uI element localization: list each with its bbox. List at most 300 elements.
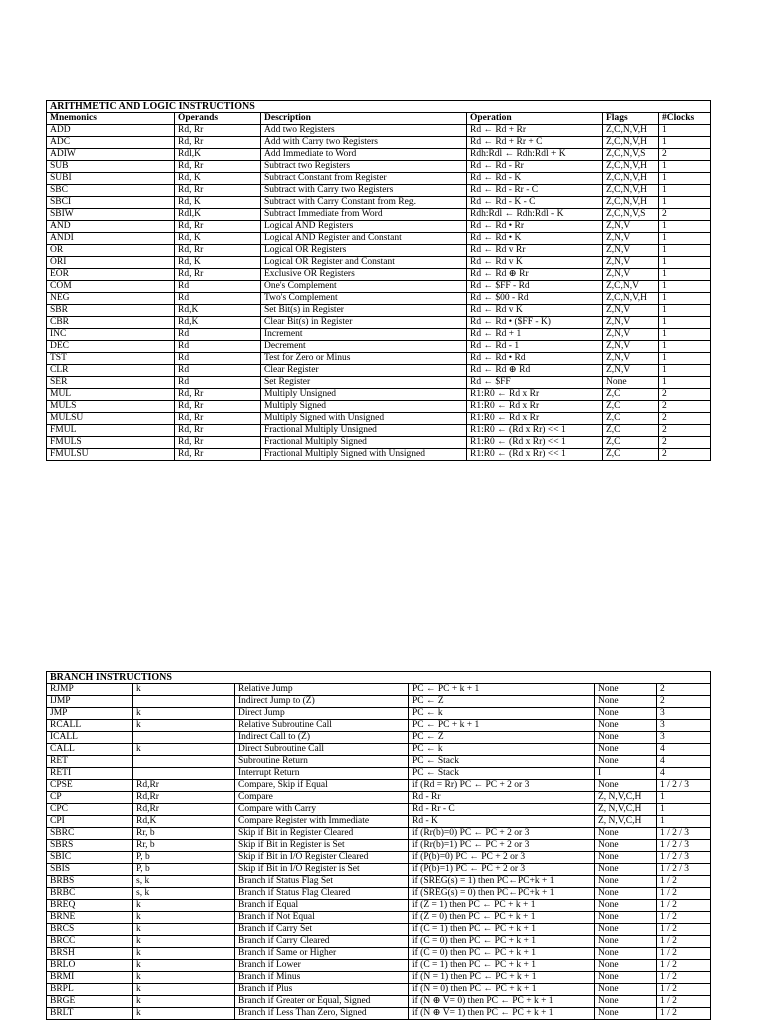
description-cell: Subtract with Carry two Registers	[261, 185, 467, 197]
table-row	[47, 972, 711, 984]
description-cell: Clear Bit(s) in Register	[261, 317, 467, 329]
flags-cell: Z,C	[603, 413, 659, 425]
operation-cell: PC ← Stack	[409, 756, 595, 768]
description-cell: Increment	[261, 329, 467, 341]
mnemonic-cell: BRBS	[47, 876, 133, 888]
operation-cell: Rd ← Rd + Rr	[467, 125, 603, 137]
flags-cell: None	[595, 936, 657, 948]
clocks-cell: 1	[659, 353, 711, 365]
clocks-cell: 1 / 2	[657, 924, 711, 936]
mnemonic-cell: BRGE	[47, 996, 133, 1008]
clocks-cell: 1	[659, 305, 711, 317]
mnemonic-cell: ADC	[47, 137, 175, 149]
operation-cell: if (Rr(b)=1) PC ← PC + 2 or 3	[409, 840, 595, 852]
operands-cell: Rd, K	[175, 197, 261, 209]
description-cell: One's Complement	[261, 281, 467, 293]
operands-cell: Rd, Rr	[175, 437, 261, 449]
operands-cell: k	[133, 984, 235, 996]
mnemonic-cell: SBCI	[47, 197, 175, 209]
flags-cell: None	[595, 744, 657, 756]
operation-cell: if (Z = 1) then PC ← PC + k + 1	[409, 900, 595, 912]
flags-cell: None	[595, 900, 657, 912]
table-row	[47, 780, 711, 792]
clocks-cell: 1	[659, 161, 711, 173]
clocks-cell: 2	[659, 413, 711, 425]
description-cell: Two's Complement	[261, 293, 467, 305]
description-cell: Interrupt Return	[235, 768, 409, 780]
clocks-cell: 1	[659, 125, 711, 137]
flags-cell: Z,C	[603, 401, 659, 413]
operation-cell: Rd ← Rd - K	[467, 173, 603, 185]
mnemonic-cell: MUL	[47, 389, 175, 401]
table-row	[47, 401, 711, 413]
table-row	[47, 924, 711, 936]
clocks-cell: 2	[659, 437, 711, 449]
table-header-row	[47, 113, 711, 125]
description-cell: Logical OR Registers	[261, 245, 467, 257]
clocks-cell: 2	[659, 401, 711, 413]
clocks-cell: 1 / 2	[657, 912, 711, 924]
operands-cell: s, k	[133, 888, 235, 900]
operands-cell: Rd	[175, 281, 261, 293]
flags-cell: None	[595, 720, 657, 732]
flags-cell: Z,N,V	[603, 245, 659, 257]
mnemonic-cell: RCALL	[47, 720, 133, 732]
table-row	[47, 984, 711, 996]
operation-cell: if (C = 0) then PC ← PC + k + 1	[409, 936, 595, 948]
clocks-cell: 1	[659, 185, 711, 197]
clocks-cell: 4	[657, 744, 711, 756]
operands-cell: Rr, b	[133, 840, 235, 852]
description-cell: Multiply Unsigned	[261, 389, 467, 401]
description-cell: Subtract Constant from Register	[261, 173, 467, 185]
operation-cell: PC ← PC + k + 1	[409, 720, 595, 732]
table-row	[47, 269, 711, 281]
table-row	[47, 305, 711, 317]
operation-cell: R1:R0 ← (Rd x Rr) << 1	[467, 437, 603, 449]
mnemonic-cell: CBR	[47, 317, 175, 329]
clocks-cell: 1 / 2 / 3	[657, 780, 711, 792]
table-row	[47, 828, 711, 840]
operands-cell: P, b	[133, 852, 235, 864]
description-cell: Skip if Bit in I/O Register Cleared	[235, 852, 409, 864]
operands-cell: P, b	[133, 864, 235, 876]
mnemonic-cell: ADIW	[47, 149, 175, 161]
table-row	[47, 125, 711, 137]
flags-cell: Z,C,N,V,H	[603, 161, 659, 173]
table-row	[47, 173, 711, 185]
description-cell: Branch if Not Equal	[235, 912, 409, 924]
mnemonic-cell: IJMP	[47, 696, 133, 708]
clocks-cell: 1 / 2	[657, 996, 711, 1008]
mnemonic-cell: NEG	[47, 293, 175, 305]
operation-cell: Rd ← Rd v Rr	[467, 245, 603, 257]
operands-cell: Rd	[175, 353, 261, 365]
flags-cell: Z,C	[603, 425, 659, 437]
mnemonic-cell: SBIS	[47, 864, 133, 876]
mnemonic-cell: BRLO	[47, 960, 133, 972]
mnemonic-cell: EOR	[47, 269, 175, 281]
operation-cell: Rd ← Rd ⊕ Rr	[467, 269, 603, 281]
clocks-cell: 1	[659, 293, 711, 305]
table-row	[47, 161, 711, 173]
description-cell: Fractional Multiply Signed with Unsigned	[261, 449, 467, 461]
mnemonic-cell: OR	[47, 245, 175, 257]
description-cell: Branch if Carry Cleared	[235, 936, 409, 948]
flags-cell: None	[595, 732, 657, 744]
flags-cell: None	[595, 888, 657, 900]
mnemonic-cell: ORI	[47, 257, 175, 269]
clocks-cell: 1	[659, 233, 711, 245]
operands-cell: Rd, Rr	[175, 185, 261, 197]
operation-cell: Rdh:Rdl ← Rdh:Rdl - K	[467, 209, 603, 221]
table-row	[47, 233, 711, 245]
table-row	[47, 876, 711, 888]
flags-cell: Z,N,V	[603, 269, 659, 281]
operation-cell: R1:R0 ← Rd x Rr	[467, 413, 603, 425]
operation-cell: PC ← k	[409, 744, 595, 756]
operation-cell: if (N ⊕ V= 0) then PC ← PC + k + 1	[409, 996, 595, 1008]
mnemonic-cell: RETI	[47, 768, 133, 780]
clocks-cell: 1 / 2 / 3	[657, 828, 711, 840]
operands-cell: k	[133, 720, 235, 732]
table-row	[47, 425, 711, 437]
clocks-cell: 3	[657, 708, 711, 720]
mnemonic-cell: ANDI	[47, 233, 175, 245]
table-row	[47, 912, 711, 924]
table-row	[47, 732, 711, 744]
table-row	[47, 852, 711, 864]
operation-cell: Rd ← Rd - Rr - C	[467, 185, 603, 197]
description-cell: Logical AND Registers	[261, 221, 467, 233]
operation-cell: PC ← k	[409, 708, 595, 720]
flags-cell: Z,C,N,V,H	[603, 137, 659, 149]
flags-cell: None	[595, 828, 657, 840]
table-row	[47, 864, 711, 876]
operands-cell: Rd, Rr	[175, 413, 261, 425]
clocks-cell: 1 / 2 / 3	[657, 840, 711, 852]
operation-cell: Rd ← Rd + Rr + C	[467, 137, 603, 149]
operation-cell: PC ← Z	[409, 696, 595, 708]
operands-cell	[133, 696, 235, 708]
operation-cell: Rd ← $FF - Rd	[467, 281, 603, 293]
clocks-cell: 1 / 2	[657, 984, 711, 996]
description-cell: Branch if Minus	[235, 972, 409, 984]
operation-cell: Rd ← $00 - Rd	[467, 293, 603, 305]
description-cell: Branch if Equal	[235, 900, 409, 912]
mnemonic-cell: ADD	[47, 125, 175, 137]
operands-cell: Rd, Rr	[175, 401, 261, 413]
clocks-cell: 2	[659, 149, 711, 161]
operands-cell: s, k	[133, 876, 235, 888]
table-row	[47, 329, 711, 341]
operands-cell: k	[133, 900, 235, 912]
col-header-flags: Flags	[603, 113, 659, 125]
operands-cell: Rd, K	[175, 173, 261, 185]
operands-cell: Rd,Rr	[133, 780, 235, 792]
mnemonic-cell: SBRS	[47, 840, 133, 852]
flags-cell: None	[595, 984, 657, 996]
table-row	[47, 209, 711, 221]
clocks-cell: 2	[659, 389, 711, 401]
mnemonic-cell: SBC	[47, 185, 175, 197]
description-cell: Fractional Multiply Signed	[261, 437, 467, 449]
mnemonic-cell: BRSH	[47, 948, 133, 960]
description-cell: Subtract Immediate from Word	[261, 209, 467, 221]
flags-cell: Z,C,N,V,H	[603, 173, 659, 185]
description-cell: Compare, Skip if Equal	[235, 780, 409, 792]
flags-cell: Z,N,V	[603, 341, 659, 353]
flags-cell: Z,C,N,V,H	[603, 125, 659, 137]
table-row	[47, 816, 711, 828]
operation-cell: Rd ← Rd - K - C	[467, 197, 603, 209]
description-cell: Add Immediate to Word	[261, 149, 467, 161]
operation-cell: if (SREG(s) = 1) then PC←PC+k + 1	[409, 876, 595, 888]
flags-cell: Z,C,N,V,H	[603, 185, 659, 197]
operation-cell: PC ← Stack	[409, 768, 595, 780]
clocks-cell: 1 / 2	[657, 888, 711, 900]
table-row	[47, 449, 711, 461]
table-title-row	[47, 672, 711, 684]
operands-cell: Rd	[175, 341, 261, 353]
clocks-cell: 1	[659, 221, 711, 233]
operation-cell: Rdh:Rdl ← Rdh:Rdl + K	[467, 149, 603, 161]
operands-cell: Rd, Rr	[175, 125, 261, 137]
description-cell: Subtract with Carry Constant from Reg.	[261, 197, 467, 209]
col-header-operation: Operation	[467, 113, 603, 125]
operation-cell: if (P(b)=0) PC ← PC + 2 or 3	[409, 852, 595, 864]
operation-cell: Rd ← Rd • ($FF - K)	[467, 317, 603, 329]
arith-table-title: ARITHMETIC AND LOGIC INSTRUCTIONS	[47, 101, 711, 113]
operands-cell: Rd	[175, 377, 261, 389]
mnemonic-cell: INC	[47, 329, 175, 341]
operation-cell: Rd ← Rd v K	[467, 305, 603, 317]
operation-cell: if (N ⊕ V= 1) then PC ← PC + k + 1	[409, 1008, 595, 1020]
clocks-cell: 2	[659, 425, 711, 437]
description-cell: Add two Registers	[261, 125, 467, 137]
clocks-cell: 1	[657, 816, 711, 828]
flags-cell: None	[595, 780, 657, 792]
operands-cell: Rdl,K	[175, 149, 261, 161]
mnemonic-cell: SUB	[47, 161, 175, 173]
table-row	[47, 1008, 711, 1020]
operands-cell: Rd	[175, 365, 261, 377]
mnemonic-cell: FMULS	[47, 437, 175, 449]
operation-cell: if (Rd = Rr) PC ← PC + 2 or 3	[409, 780, 595, 792]
flags-cell: Z,C,N,V	[603, 281, 659, 293]
mnemonic-cell: MULSU	[47, 413, 175, 425]
description-cell: Set Register	[261, 377, 467, 389]
flags-cell: None	[595, 996, 657, 1008]
mnemonic-cell: MULS	[47, 401, 175, 413]
flags-cell: Z,C	[603, 449, 659, 461]
flags-cell: None	[595, 924, 657, 936]
table-row	[47, 257, 711, 269]
table-row	[47, 744, 711, 756]
description-cell: Branch if Carry Set	[235, 924, 409, 936]
operands-cell: k	[133, 936, 235, 948]
description-cell: Exclusive OR Registers	[261, 269, 467, 281]
clocks-cell: 1 / 2	[657, 876, 711, 888]
operands-cell: k	[133, 912, 235, 924]
flags-cell: None	[595, 684, 657, 696]
flags-cell: None	[595, 864, 657, 876]
flags-cell: Z, N,V,C,H	[595, 804, 657, 816]
description-cell: Branch if Status Flag Set	[235, 876, 409, 888]
description-cell: Subroutine Return	[235, 756, 409, 768]
operands-cell: k	[133, 996, 235, 1008]
mnemonic-cell: ICALL	[47, 732, 133, 744]
mnemonic-cell: CPI	[47, 816, 133, 828]
operation-cell: R1:R0 ← (Rd x Rr) << 1	[467, 449, 603, 461]
mnemonic-cell: SBIC	[47, 852, 133, 864]
operands-cell: Rd,K	[133, 816, 235, 828]
flags-cell: I	[595, 768, 657, 780]
operands-cell: Rd, Rr	[175, 269, 261, 281]
mnemonic-cell: FMUL	[47, 425, 175, 437]
table-row	[47, 377, 711, 389]
operation-cell: if (C = 1) then PC ← PC + k + 1	[409, 924, 595, 936]
flags-cell: Z,C,N,V,S	[603, 149, 659, 161]
clocks-cell: 1	[659, 281, 711, 293]
operation-cell: Rd ← Rd - Rr	[467, 161, 603, 173]
table-row	[47, 185, 711, 197]
table-row	[47, 281, 711, 293]
flags-cell: Z, N,V,C,H	[595, 792, 657, 804]
clocks-cell: 1	[657, 804, 711, 816]
flags-cell: None	[595, 852, 657, 864]
description-cell: Direct Subroutine Call	[235, 744, 409, 756]
mnemonic-cell: SBIW	[47, 209, 175, 221]
description-cell: Multiply Signed	[261, 401, 467, 413]
operands-cell: Rd,Rr	[133, 792, 235, 804]
operation-cell: R1:R0 ← Rd x Rr	[467, 389, 603, 401]
mnemonic-cell: FMULSU	[47, 449, 175, 461]
flags-cell: None	[595, 1008, 657, 1020]
flags-cell: Z,C,N,V,S	[603, 209, 659, 221]
description-cell: Relative Subroutine Call	[235, 720, 409, 732]
flags-cell: None	[595, 876, 657, 888]
table-row	[47, 341, 711, 353]
clocks-cell: 1 / 2	[657, 900, 711, 912]
operation-cell: R1:R0 ← Rd x Rr	[467, 401, 603, 413]
description-cell: Branch if Status Flag Cleared	[235, 888, 409, 900]
table-row	[47, 317, 711, 329]
flags-cell: Z,N,V	[603, 233, 659, 245]
clocks-cell: 3	[657, 732, 711, 744]
table-title-row	[47, 101, 711, 113]
table-row	[47, 996, 711, 1008]
mnemonic-cell: CALL	[47, 744, 133, 756]
flags-cell: None	[595, 960, 657, 972]
clocks-cell: 1 / 2	[657, 1008, 711, 1020]
table-row	[47, 708, 711, 720]
flags-cell: None	[595, 756, 657, 768]
operation-cell: Rd ← Rd • Rr	[467, 221, 603, 233]
operands-cell: Rd,K	[175, 317, 261, 329]
operation-cell: Rd ← Rd + 1	[467, 329, 603, 341]
operands-cell: Rd,K	[175, 305, 261, 317]
operation-cell: if (P(b)=1) PC ← PC + 2 or 3	[409, 864, 595, 876]
flags-cell: None	[595, 840, 657, 852]
mnemonic-cell: CLR	[47, 365, 175, 377]
description-cell: Branch if Less Than Zero, Signed	[235, 1008, 409, 1020]
clocks-cell: 1	[659, 197, 711, 209]
clocks-cell: 1 / 2	[657, 960, 711, 972]
mnemonic-cell: CPC	[47, 804, 133, 816]
clocks-cell: 3	[657, 720, 711, 732]
clocks-cell: 1	[659, 377, 711, 389]
operands-cell: k	[133, 1008, 235, 1020]
col-header-clocks: #Clocks	[659, 113, 711, 125]
operands-cell	[133, 768, 235, 780]
description-cell: Test for Zero or Minus	[261, 353, 467, 365]
mnemonic-cell: BRCS	[47, 924, 133, 936]
mnemonic-cell: COM	[47, 281, 175, 293]
clocks-cell: 1	[659, 173, 711, 185]
table-row	[47, 696, 711, 708]
clocks-cell: 1	[659, 341, 711, 353]
flags-cell: Z, N,V,C,H	[595, 816, 657, 828]
description-cell: Subtract two Registers	[261, 161, 467, 173]
arith-logic-table	[46, 100, 711, 461]
table-row	[47, 413, 711, 425]
mnemonic-cell: RET	[47, 756, 133, 768]
table-row	[47, 365, 711, 377]
table-row	[47, 389, 711, 401]
description-cell: Indirect Jump to (Z)	[235, 696, 409, 708]
operands-cell: Rr, b	[133, 828, 235, 840]
operands-cell: k	[133, 948, 235, 960]
description-cell: Decrement	[261, 341, 467, 353]
operands-cell: k	[133, 960, 235, 972]
flags-cell: Z,C,N,V,H	[603, 197, 659, 209]
operation-cell: Rd ← Rd • Rd	[467, 353, 603, 365]
operands-cell: k	[133, 744, 235, 756]
operation-cell: Rd ← Rd ⊕ Rd	[467, 365, 603, 377]
col-header-mnemonics: Mnemonics	[47, 113, 175, 125]
clocks-cell: 1	[659, 365, 711, 377]
clocks-cell: 2	[657, 696, 711, 708]
operands-cell	[133, 756, 235, 768]
clocks-cell: 4	[657, 768, 711, 780]
clocks-cell: 1	[659, 269, 711, 281]
clocks-cell: 1 / 2 / 3	[657, 864, 711, 876]
flags-cell: None	[595, 912, 657, 924]
description-cell: Indirect Call to (Z)	[235, 732, 409, 744]
table-row	[47, 840, 711, 852]
flags-cell: Z,N,V	[603, 365, 659, 377]
flags-cell: Z,N,V	[603, 221, 659, 233]
table-row	[47, 936, 711, 948]
operands-cell: Rd, Rr	[175, 425, 261, 437]
mnemonic-cell: BRNE	[47, 912, 133, 924]
flags-cell: Z,N,V	[603, 329, 659, 341]
flags-cell: Z,C	[603, 437, 659, 449]
mnemonic-cell: SUBI	[47, 173, 175, 185]
clocks-cell: 1	[657, 792, 711, 804]
flags-cell: None	[595, 972, 657, 984]
flags-cell: Z,N,V	[603, 305, 659, 317]
flags-cell: Z,N,V	[603, 317, 659, 329]
operands-cell: Rd, Rr	[175, 137, 261, 149]
table-row	[47, 888, 711, 900]
operation-cell: Rd ← $FF	[467, 377, 603, 389]
table-row	[47, 684, 711, 696]
table-row	[47, 900, 711, 912]
description-cell: Relative Jump	[235, 684, 409, 696]
mnemonic-cell: SBR	[47, 305, 175, 317]
